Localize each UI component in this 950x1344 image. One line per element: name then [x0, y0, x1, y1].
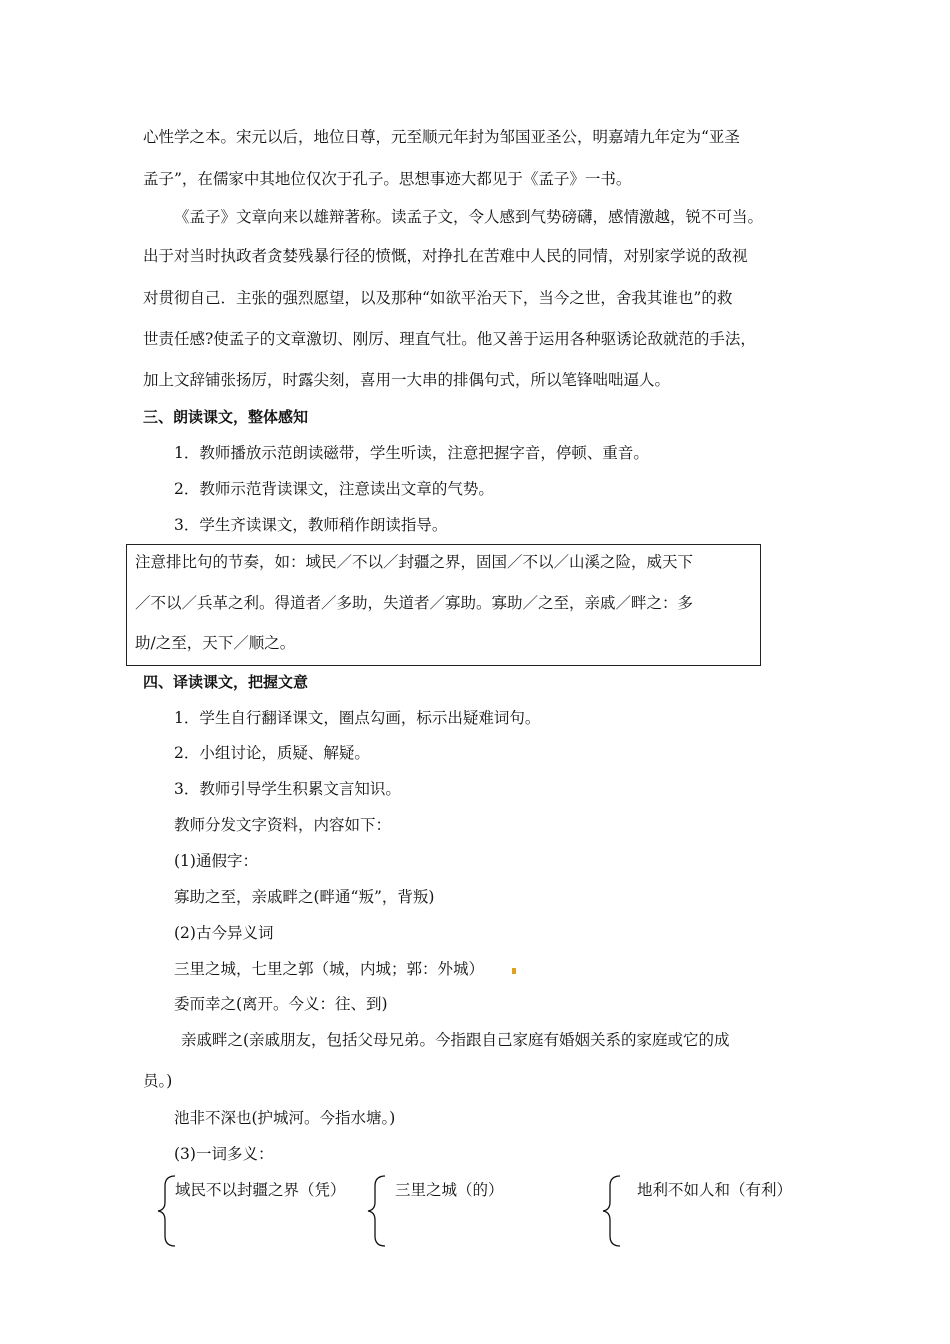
body-text-line: 《孟子》文章向来以雄辩著称。读孟子文，令人感到气势磅礴，感情激越，锐不可当。 [174, 208, 764, 226]
body-text-line: 对贯彻自己．主张的强烈愿望，以及那种“如欲平治天下，当今之世，舍我其谁也”的救 [143, 289, 733, 307]
list-item: 2．小组讨论，质疑、解疑。 [174, 744, 370, 762]
polysemy-entry: 域民不以封疆之界（凭） [175, 1181, 346, 1199]
note-text-line: 助/之至，天下／顺之。 [135, 634, 296, 652]
subheading: (3)一词多义： [174, 1145, 274, 1163]
list-item: 1．学生自行翻译课文，圈点勾画，标示出疑难词句。 [174, 709, 541, 727]
body-text-line: 孟子”，在儒家中其地位仅次于孔子。思想事迹大都见于《孟子》一书。 [143, 170, 632, 188]
list-item: 3．教师引导学生积累文言知识。 [174, 780, 401, 798]
polysemy-entry: 地利不如人和（有利） [637, 1181, 793, 1199]
example-line: 委而幸之(离开。今义：往、到) [174, 995, 388, 1013]
note-text-line: ／不以／兵革之利。得道者／多助，失道者／寡助。寡助／之至，亲戚／畔之：多 [135, 594, 694, 612]
handout-text: 教师分发文字资料，内容如下： [174, 816, 392, 834]
left-brace-icon [600, 1172, 630, 1250]
example-line: 池非不深也(护城河。今指水塘。) [174, 1109, 396, 1127]
polysemy-entry: 三里之城（的） [395, 1181, 504, 1199]
example-line: 三里之城，七里之郭（城，内城；郭：外城） [174, 960, 485, 978]
body-text-line: 心性学之本。宋元以后，地位日尊，元至顺元年封为邹国亚圣公，明嘉靖九年定为“亚圣 [143, 128, 740, 146]
body-text-line: 出于对当时执政者贪婪残暴行径的愤慨，对挣扎在苦难中人民的同情，对别家学说的敌视 [143, 247, 748, 265]
subheading: (2)古今异义词 [174, 924, 274, 942]
example-line: 亲戚畔之(亲戚朋友，包括父母兄弟。今指跟自己家庭有婚姻关系的家庭或它的成 [181, 1031, 730, 1049]
note-text-line: 注意排比句的节奏，如：域民／不以／封疆之界，固国／不以／山溪之险，威天下 [135, 553, 694, 571]
body-text-line: 加上文辞铺张扬厉，时露尖刻，喜用一大串的排偶句式，所以笔锋咄咄逼人。 [143, 371, 671, 389]
list-item: 3．学生齐读课文，教师稍作朗读指导。 [174, 516, 448, 534]
list-item: 2．教师示范背读课文，注意读出文章的气势。 [174, 480, 494, 498]
left-brace-icon [365, 1172, 395, 1250]
section-heading-4: 四、译读课文，把握文意 [143, 673, 309, 691]
list-item: 1．教师播放示范朗读磁带，学生听读，注意把握字音，停顿、重音。 [174, 444, 649, 462]
body-text-line: 世责任感?使孟子的文章激切、刚厉、理直气壮。他又善于运用各种驱诱论敌就范的手法， [143, 330, 756, 348]
example-line: 寡助之至，亲戚畔之(畔通“叛”，背叛) [174, 888, 435, 906]
subheading: (1)通假字： [174, 852, 258, 870]
marker-dot [512, 968, 516, 974]
example-line: 员。) [143, 1072, 173, 1090]
section-heading-3: 三、朗读课文，整体感知 [143, 408, 309, 426]
